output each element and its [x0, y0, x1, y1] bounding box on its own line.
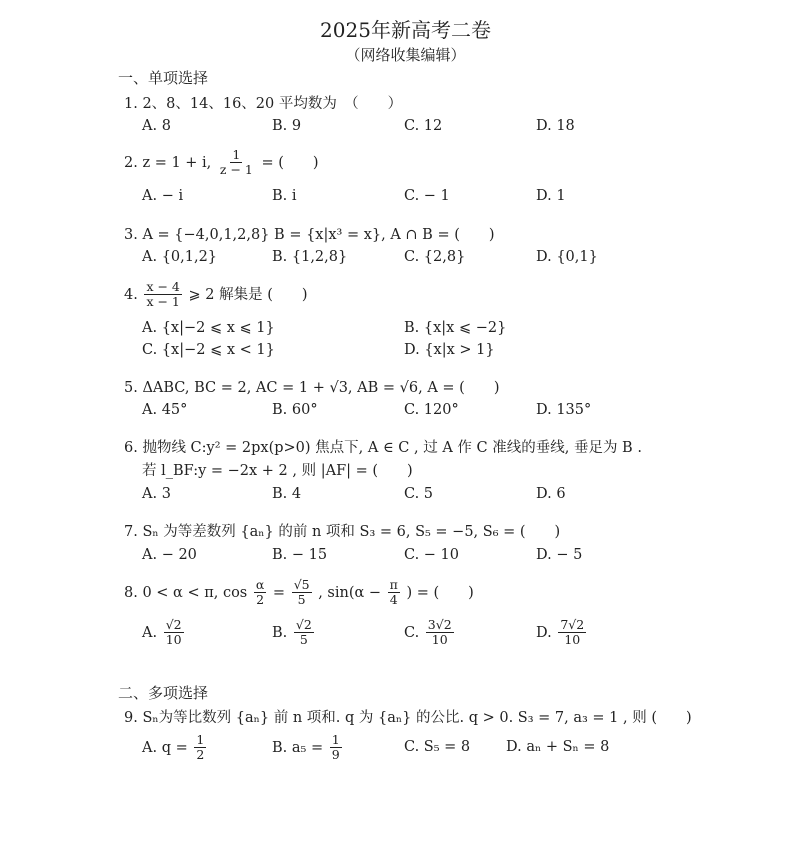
question-8-fraction-pi-over-4: [388, 578, 400, 608]
question-7-stem: 7. Sₙ 为等差数列 {aₙ} 的前 n 项和 S₃ = 6, S₅ = −5, S₆ = ( ): [124, 524, 561, 540]
question-8-option-d-label: D.: [536, 624, 552, 641]
question-2-option-d: D. 1: [536, 188, 566, 204]
question-8-option-a-label: A.: [142, 624, 158, 641]
question-9-option-b-prefix: B. a₅ =: [272, 739, 324, 756]
question-4-option-c: C. {x|−2 ⩽ x < 1}: [142, 342, 275, 358]
section-heading-multiple-choice: 二、多项选择: [118, 684, 209, 702]
question-8-equals: =: [272, 584, 286, 601]
question-8-suffix: ) = ( ): [406, 584, 474, 601]
question-9-option-b-denominator: 9: [331, 747, 340, 763]
question-1-stem: 1. 2、8、14、16、20 平均数为 （ ）: [124, 96, 403, 112]
question-8-option-d-fraction: [558, 618, 586, 648]
question-6-line-1: 6. 抛物线 C:y² = 2px(p>0) 焦点下, A ∈ C , 过 A 作 C 准线的垂线, 垂足为 B .: [124, 440, 642, 456]
question-8-stem: [124, 578, 474, 608]
question-7-option-c: C. − 10: [404, 547, 460, 563]
question-8-option-c-fraction: [426, 618, 454, 648]
question-8-fraction-2-denominator: 5: [297, 592, 306, 608]
question-8-fraction-3-denominator: 4: [389, 592, 398, 608]
question-5-option-a: A. 45°: [142, 402, 188, 418]
question-7-option-a: A. − 20: [142, 547, 197, 563]
question-2-suffix: = ( ): [261, 154, 319, 171]
question-8-option-c-numerator: 3√2: [427, 617, 452, 632]
question-8-option-b-fraction: [294, 618, 314, 648]
question-6-option-d: D. 6: [536, 486, 566, 502]
question-8-option-d-numerator: 7√2: [560, 617, 585, 632]
question-4-fraction-denominator: x − 1: [146, 294, 180, 310]
question-9-option-b-fraction: [330, 733, 342, 763]
document-subtitle: （网络收集编辑）: [345, 46, 466, 64]
question-1-option-a: A. 8: [142, 118, 171, 134]
question-8-option-a-fraction: [164, 618, 184, 648]
question-8-option-c-denominator: 10: [431, 632, 448, 648]
question-8-middle: , sin(α −: [318, 584, 382, 601]
question-6-option-c: C. 5: [404, 486, 434, 502]
question-5-option-b: B. 60°: [272, 402, 318, 418]
question-8-option-d: [536, 618, 588, 648]
question-4-option-a: A. {x|−2 ⩽ x ⩽ 1}: [142, 320, 275, 336]
question-8-option-a: [142, 618, 186, 648]
question-4-prefix: 4.: [124, 286, 138, 303]
question-1-option-d: D. 18: [536, 118, 575, 134]
section-heading-single-choice: 一、单项选择: [118, 69, 209, 87]
question-2-fraction-denominator: z − 1: [219, 162, 253, 178]
question-8-option-b-numerator: √2: [295, 617, 312, 632]
question-8-option-c-label: C.: [404, 624, 420, 641]
question-2-option-b: B. i: [272, 188, 297, 204]
question-8-option-b-label: B.: [272, 624, 288, 641]
question-8-fraction-root5-over-5: [292, 578, 312, 608]
question-8-fraction-alpha-half: [254, 578, 266, 608]
question-8-option-c: [404, 618, 456, 648]
question-2-fraction: [218, 148, 255, 178]
question-8-option-a-denominator: 10: [165, 632, 182, 648]
question-6-line-2: 若 l_BF:y = −2x + 2 , 则 |AF| = ( ): [142, 463, 413, 479]
question-3-option-b: B. {1,2,8}: [272, 249, 348, 265]
question-9-stem: 9. Sₙ为等比数列 {aₙ} 前 n 项和. q 为 {aₙ} 的公比. q > 0. S₃ = 7, a₃ = 1 , 则 ( ): [124, 710, 692, 726]
question-5-option-d: D. 135°: [536, 402, 592, 418]
question-9-option-a-numerator: 1: [196, 732, 205, 747]
question-9-option-d: D. aₙ + Sₙ = 8: [506, 739, 610, 755]
question-9-option-c: C. S₅ = 8: [404, 739, 471, 755]
question-9-option-a-fraction: [194, 733, 206, 763]
question-3-stem: 3. A = {−4,0,1,2,8} B = {x|x³ = x}, A ∩ B = ( ): [124, 227, 495, 243]
question-4-option-d: D. {x|x > 1}: [404, 342, 495, 358]
question-6-option-b: B. 4: [272, 486, 302, 502]
question-9-option-a-denominator: 2: [196, 747, 205, 763]
question-9-option-b: [272, 733, 344, 763]
question-8-option-d-denominator: 10: [564, 632, 581, 648]
question-8-option-a-numerator: √2: [165, 617, 182, 632]
question-2-fraction-numerator: 1: [232, 147, 241, 162]
question-1-option-c: C. 12: [404, 118, 443, 134]
question-4-fraction-numerator: x − 4: [146, 279, 180, 294]
question-3-option-d: D. {0,1}: [536, 249, 598, 265]
question-5-stem: 5. ΔABC, BC = 2, AC = 1 + √3, AB = √6, A = ( ): [124, 380, 500, 396]
question-9-option-a-prefix: A. q =: [142, 739, 188, 756]
question-8-fraction-1-denominator: 2: [256, 592, 265, 608]
question-9-option-a: [142, 733, 208, 763]
question-8-fraction-2-numerator: √5: [293, 577, 310, 592]
question-4-suffix: ⩾ 2 解集是 ( ): [188, 286, 308, 303]
question-8-option-b-denominator: 5: [299, 632, 308, 648]
question-3-option-a: A. {0,1,2}: [142, 249, 218, 265]
question-3-option-c: C. {2,8}: [404, 249, 466, 265]
question-7-option-d: D. − 5: [536, 547, 583, 563]
question-2-prefix: 2. z = 1 + i,: [124, 154, 212, 171]
question-1-option-b: B. 9: [272, 118, 302, 134]
question-4-stem: [124, 280, 308, 310]
question-7-option-b: B. − 15: [272, 547, 328, 563]
question-8-fraction-3-numerator: π: [389, 577, 398, 592]
document-title: 2025年新高考二卷: [320, 18, 491, 42]
question-5-option-c: C. 120°: [404, 402, 459, 418]
question-2-stem: [124, 148, 319, 178]
question-4-option-b: B. {x|x ⩽ −2}: [404, 320, 507, 336]
question-4-fraction: [144, 280, 181, 310]
question-2-option-c: C. − 1: [404, 188, 450, 204]
question-2-option-a: A. − i: [142, 188, 184, 204]
question-9-option-b-numerator: 1: [331, 732, 340, 747]
question-8-prefix: 8. 0 < α < π, cos: [124, 584, 248, 601]
question-8-fraction-1-numerator: α: [255, 577, 265, 592]
question-6-option-a: A. 3: [142, 486, 171, 502]
question-8-option-b: [272, 618, 316, 648]
